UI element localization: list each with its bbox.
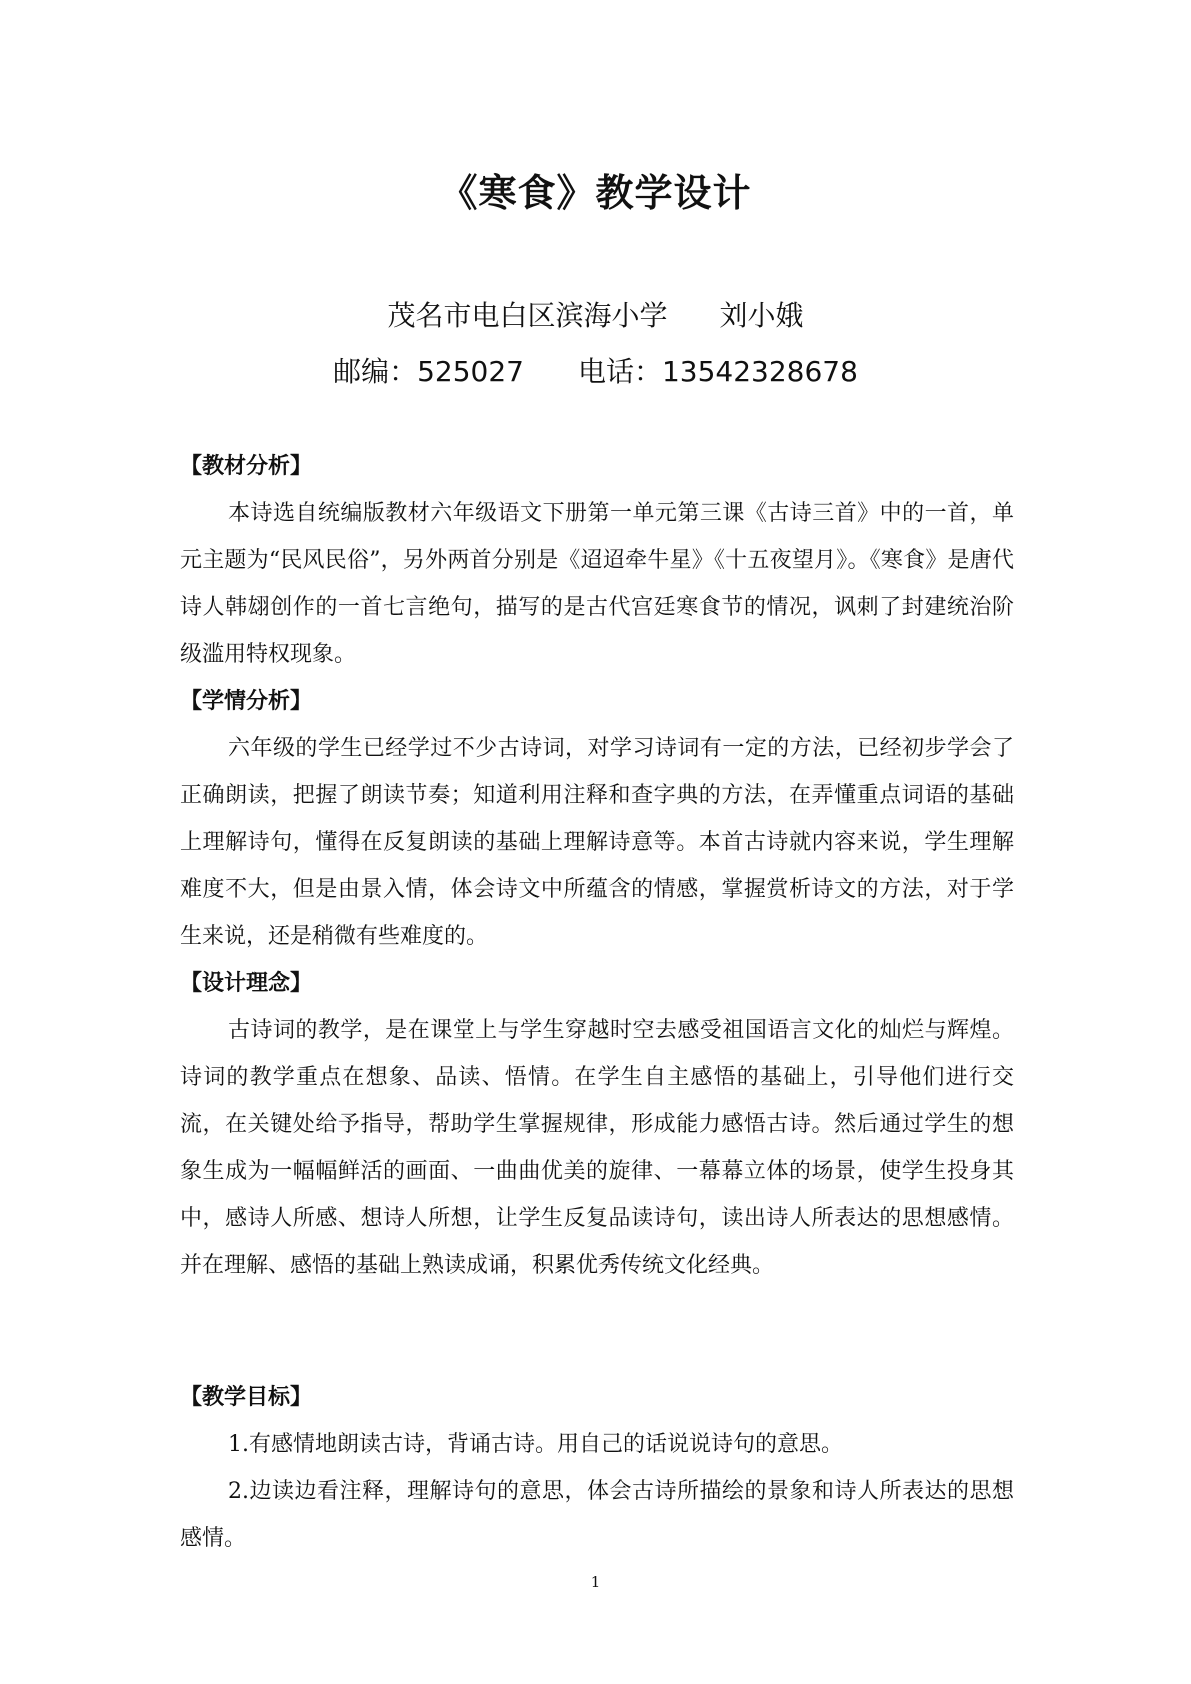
- document-title: 《寒食》教学设计: [439, 171, 752, 215]
- section-heading: 【学情分析】: [180, 689, 313, 714]
- goal-item: 1.有感情地朗读古诗，背诵古诗。用自己的话说说诗句的意思。: [228, 1432, 843, 1457]
- teacher-name: 刘小娥: [719, 299, 804, 332]
- section-paragraph: 本诗选自统编版教材六年级语文下册第一单元第三课《古诗三首》中的一首，单元主题为“民风民俗”，另外两首分别是《迢迢牵牛星》《十五夜望月》。《寒食》是唐代诗人韩翃创作的一首七言绝句，描写的是古代宫廷寒食节的情况，讽刺了封建统治阶级滥用特权现象。: [180, 501, 1014, 667]
- author-line: [0, 296, 1191, 336]
- goal-item: 2.边读边看注释，理解诗句的意思，体会古诗所描绘的景象和诗人所表达的思想感情。: [180, 1479, 1014, 1551]
- section-paragraph: 古诗词的教学，是在课堂上与学生穿越时空去感受祖国语言文化的灿烂与辉煌。诗词的教学重点在想象、品读、悟情。在学生自主感悟的基础上，引导他们进行交流，在关键处给予指导，帮助学生掌握规律，形成能力感悟古诗。然后通过学生的想象生成为一幅幅鲜活的画面、一曲曲优美的旋律、一幕幕立体的场景，使学生投身其中，感诗人所感、想诗人所想，让学生反复品读诗句，读出诗人所表达的思想感情。并在理解、感悟的基础上熟读成诵，积累优秀传统文化经典。: [180, 1018, 1014, 1278]
- postcode: 邮编：525027: [333, 355, 524, 388]
- page-number: 1: [590, 1573, 601, 1591]
- section-paragraph: 六年级的学生已经学过不少古诗词，对学习诗词有一定的方法，已经初步学会了正确朗读，把握了朗读节奏；知道利用注释和查字典的方法，在弄懂重点词语的基础上理解诗句，懂得在反复朗读的基础上理解诗意等。本首古诗就内容来说，学生理解难度不大，但是由景入情，体会诗文中所蕴含的情感，掌握赏析诗文的方法，对于学生来说，还是稍微有些难度的。: [180, 736, 1014, 949]
- section-heading: 【教材分析】: [180, 454, 313, 479]
- section-design-concept: [180, 960, 1014, 1289]
- section-teaching-goals: [180, 1374, 1014, 1562]
- section-student-analysis: [180, 678, 1014, 960]
- school-name: 茂名市电白区滨海小学: [387, 299, 668, 332]
- section-textbook-analysis: [180, 443, 1014, 678]
- phone-number: 电话：13542328678: [577, 355, 858, 388]
- section-heading: 【教学目标】: [180, 1385, 313, 1410]
- section-heading: 【设计理念】: [180, 971, 313, 996]
- contact-line: [0, 352, 1191, 392]
